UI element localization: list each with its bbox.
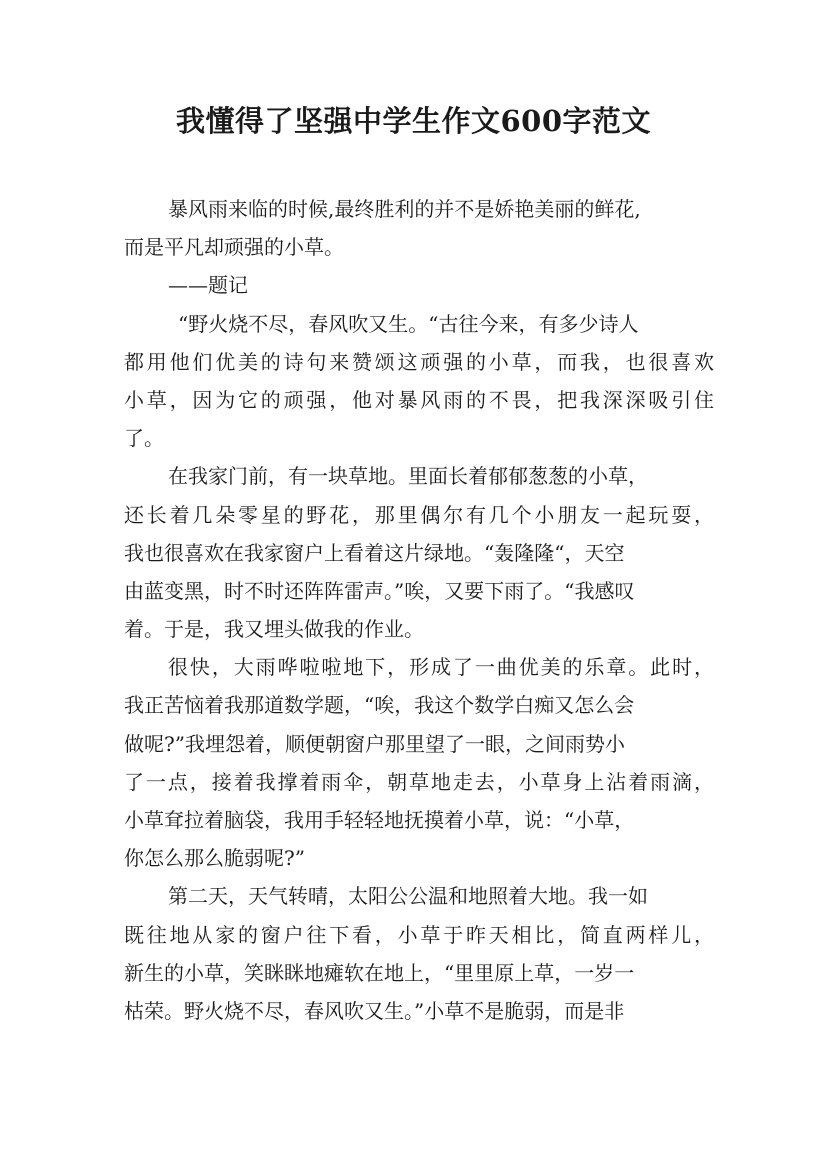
text-line: 既往地从家的窗户往下看，小草于昨天相比，简直两样儿， [124,922,717,947]
text-line: 我也很喜欢在我家窗户上看着这片绿地。“轰隆隆“，天空 [124,540,625,565]
document-title: 我懂得了坚强中学生作文600字范文 [175,104,652,138]
text-line: 你怎么那么脆弱呢?” [124,846,305,871]
text-line: 都用他们优美的诗句来赞颂这顽强的小草，而我，也很喜欢 [124,349,717,374]
text-line: 枯荣。野火烧不尽，春风吹又生。”小草不是脆弱，而是非 [124,998,625,1023]
text-line: 第二天，天气转晴，太阳公公温和地照着大地。我一如 [168,884,648,909]
text-line: 小草耷拉着脑袋，我用手轻轻地抚摸着小草，说：“小草， [124,808,635,832]
text-line: 着。于是，我又埋头做我的作业。 [124,617,424,642]
text-line: 由蓝变黑，时不时还阵阵雷声。”唉，又要下雨了。“我感叹 [124,578,635,603]
text-line: 做呢?”我埋怨着，顺便朝窗户那里望了一眼，之间雨势小 [124,731,625,756]
text-line: 我正苦恼着我那道数学题，“唉，我这个数学白痴又怎么会 [124,693,635,718]
text-line: 而是平凡却顽强的小草。 [124,235,344,260]
text-line: 很快，大雨哗啦啦地下，形成了一曲优美的乐章。此时， [168,655,716,680]
text-line: ——题记 [168,273,248,298]
document-body [124,190,717,1030]
text-line: 新生的小草，笑眯眯地瘫软在地上，“里里原上草，一岁一 [124,960,635,985]
text-line: 小草，因为它的顽强，他对暴风雨的不畏，把我深深吸引住 [124,387,717,412]
text-line: 暴风雨来临的时候,最终胜利的并不是娇艳美丽的鲜花, [168,197,641,221]
text-line: “野火烧不尽，春风吹又生。“古往今来，有多少诗人 [178,311,639,336]
text-line: 了一点，接着我撑着雨伞，朝草地走去，小草身上沾着雨滴， [124,769,716,794]
text-line: 了。 [124,426,164,451]
text-line: 在我家门前，有一块草地。里面长着郁郁葱葱的小草， [168,464,648,489]
text-line: 还长着几朵零星的野花，那里偶尔有几个小朋友一起玩耍， [124,502,717,527]
